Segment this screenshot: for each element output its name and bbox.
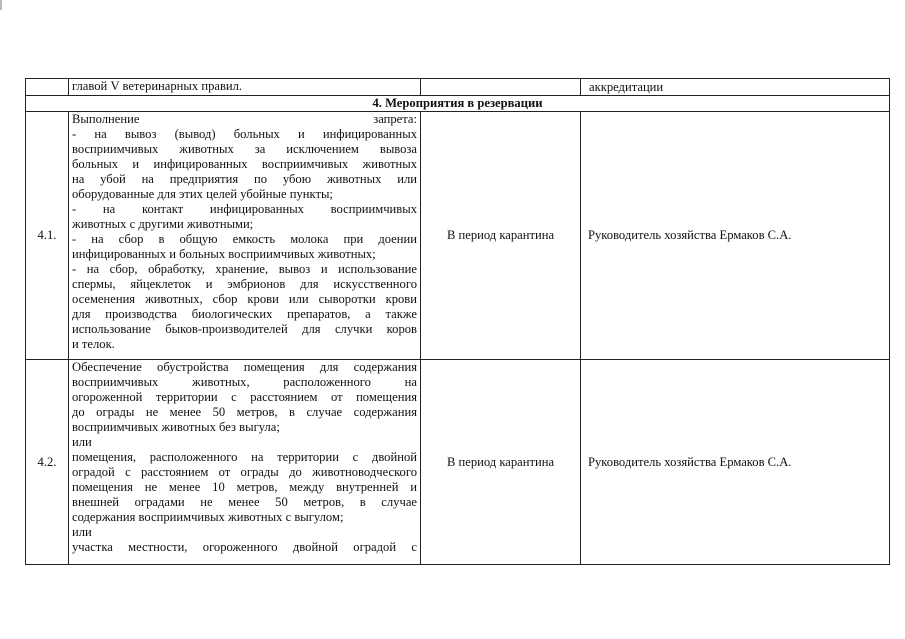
cell-action	[69, 360, 421, 565]
action-line: оборудованные для этих целей убойные пункты;	[72, 187, 333, 201]
action-line: - на вывоз (вывод) больных и инфицированных	[72, 127, 417, 141]
table-row-continued	[26, 79, 890, 96]
responsible-text: Руководитель хозяйства Ермаков С.А.	[588, 228, 792, 242]
action-line: - на сбор в общую емкость молока при доении	[72, 232, 417, 246]
action-line: участка местности, огороженного двойной оградой с	[72, 540, 417, 554]
action-line: помещения не менее 10 метров, между внутренней и	[72, 480, 417, 494]
cell-number	[26, 79, 69, 96]
cell-term: В период карантина	[421, 360, 581, 565]
cell-term: В период карантина	[421, 112, 581, 360]
scan-edge-mark	[0, 0, 2, 10]
cell-action: главой V ветеринарных правил.	[69, 79, 421, 96]
cell-number: 4.1.	[26, 112, 69, 360]
action-line: оградой с расстоянием от ограды до животноводческого	[72, 465, 417, 479]
action-line: огороженной территории с расстоянием от помещения	[72, 390, 417, 404]
action-line: животных с другими животными;	[72, 217, 254, 231]
action-line: использование быков-производителей для случки коров	[72, 322, 417, 336]
action-line: или	[72, 435, 92, 449]
action-line: до ограды не менее 50 метров, в случае содержания	[72, 405, 417, 419]
cell-term	[421, 79, 581, 96]
action-line: на убой на предприятия по убою животных или	[72, 172, 417, 186]
action-line: и телок.	[72, 337, 115, 351]
responsible-text: Руководитель хозяйства Ермаков С.А.	[588, 454, 792, 469]
action-line: - на сбор, обработку, хранение, вывоз и использование	[72, 262, 417, 276]
table-row	[26, 360, 890, 565]
section-header-row	[26, 96, 890, 112]
action-line: осеменения животных, сбор крови или сыворотки крови	[72, 292, 417, 306]
cell-responsible	[581, 360, 890, 565]
action-line: Обеспечение обустройства помещения для содержания	[72, 360, 417, 374]
action-line: Выполнение запрета:	[72, 112, 417, 126]
action-line: инфицированных и больных восприимчивых животных;	[72, 247, 376, 261]
action-line: - на контакт инфицированных восприимчивых	[72, 202, 417, 216]
action-line: восприимчивых животных без выгула;	[72, 420, 280, 434]
action-line: для производства биологических препаратов, а также	[72, 307, 417, 321]
measures-table	[25, 78, 890, 565]
action-line: помещения, расположенного на территории с двойной	[72, 450, 417, 464]
action-line: содержания восприимчивых животных с выгулом;	[72, 510, 344, 524]
cell-action	[69, 112, 421, 360]
action-line: внешней оградами не менее 50 метров, в случае	[72, 495, 417, 509]
action-line: восприимчивых животных, расположенного на	[72, 375, 417, 389]
cell-number: 4.2.	[26, 360, 69, 565]
cell-responsible: аккредитации	[581, 79, 890, 96]
action-line: или	[72, 525, 92, 539]
cell-responsible	[581, 112, 890, 360]
action-line: восприимчивых животных за исключением вывоза	[72, 142, 417, 156]
section-title: 4. Мероприятия в резервации	[26, 96, 890, 112]
table-row	[26, 112, 890, 360]
action-line: спермы, яйцеклеток и эмбрионов для искусственного	[72, 277, 417, 291]
action-line: больных и инфицированных восприимчивых животных	[72, 157, 417, 171]
